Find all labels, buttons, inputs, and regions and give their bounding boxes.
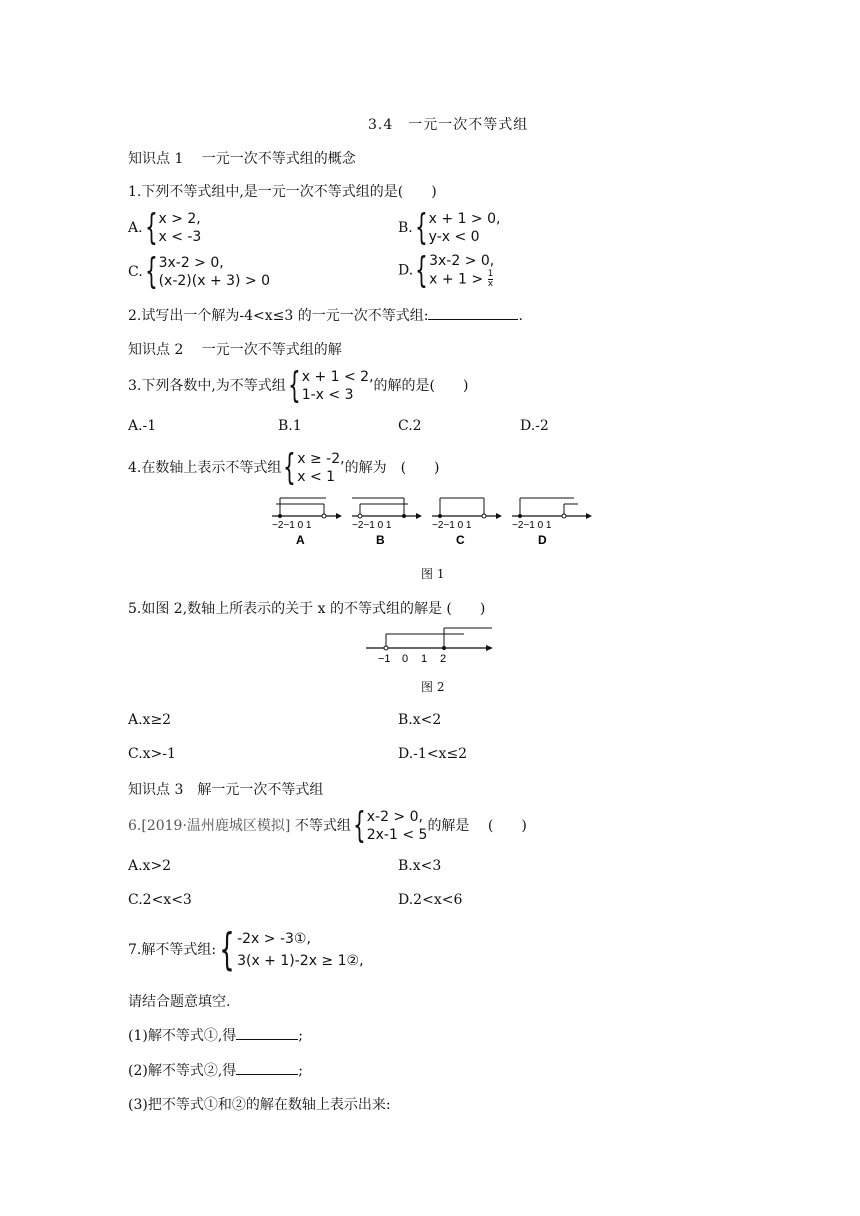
option-label: A.: [128, 220, 143, 236]
tick-labels: −2−1 0 1: [272, 520, 312, 531]
question-2: [128, 305, 523, 325]
number-line-b: [352, 498, 422, 547]
section-heading-1: 知识点 1 一元一次不等式组的概念: [128, 151, 356, 167]
question-7-part-3: (3)把不等式①和②的解在数轴上表示出来:: [128, 1097, 391, 1113]
question-6-option-b: B.x<3: [398, 858, 442, 874]
question-7-part-2: [128, 1060, 303, 1080]
tick-label: 0: [402, 653, 409, 665]
question-3-option-d: D.-2: [520, 418, 549, 434]
figure-2-number-line: [364, 624, 498, 666]
question-6-option-a: A.x>2: [128, 858, 172, 874]
option-label: C.: [128, 264, 143, 280]
question-3-option-b: B.1: [278, 418, 302, 434]
system-line-1: x > 2,: [158, 211, 201, 227]
question-6-option-c: C.2<x<3: [128, 892, 192, 908]
part-end: ;: [298, 1063, 303, 1079]
system-line-1: x ≥ -2,: [297, 451, 345, 467]
answer-blank[interactable]: [428, 305, 518, 320]
section-heading-3: 知识点 3 解一元一次不等式组: [128, 782, 324, 798]
option-label-d: D: [538, 533, 547, 547]
option-label-a: A: [296, 533, 305, 547]
system-line-2: [429, 270, 494, 289]
tick-labels: −2−1 0 1: [512, 520, 552, 531]
figure-2-caption: 图 2: [421, 680, 445, 694]
tick-labels: −2−1 0 1: [432, 520, 472, 531]
stem-text: 的解的是( ): [373, 378, 469, 394]
question-7-stem: 7.解不等式组: { -2x > -3①, 3(x + 1)-2x ≥ 1②,: [128, 924, 364, 975]
fraction-denominator: x: [487, 279, 494, 289]
option-label-b: B: [376, 533, 385, 547]
stem-text: 不等式组: [294, 818, 351, 834]
number-line-d: [512, 498, 592, 547]
question-5-option-c: C.x>-1: [128, 746, 176, 762]
system-line-1: x + 1 > 0,: [428, 211, 501, 227]
option-label: D.: [398, 262, 414, 279]
question-7-part-1: [128, 1025, 303, 1045]
figure-1-number-lines: [268, 492, 598, 548]
system-line-1: x-2 > 0,: [366, 809, 423, 825]
system-line-2: (x-2)(x + 3) > 0: [158, 273, 271, 289]
system-line-2: 1-x < 3: [301, 387, 354, 403]
system-line-1: 3x-2 > 0,: [158, 255, 224, 271]
question-1-option-d: D. { 3x-2 > 0, x + 1 > $\frac{1}{x}$: [398, 249, 495, 291]
tick-label: 2: [440, 653, 447, 665]
stem-text: 的解为 ( ): [344, 460, 440, 476]
system-line-2-text: x + 1 >: [429, 271, 484, 288]
stem-text: 7.解不等式组:: [128, 942, 217, 958]
question-5-stem: 5.如图 2,数轴上所表示的关于 x 的不等式组的解是 ( ): [128, 601, 486, 617]
figure-1-caption: 图 1: [421, 567, 445, 581]
part-text: (1)解不等式①,得: [128, 1028, 237, 1044]
tick-labels: −2−1 0 1: [352, 520, 392, 531]
tick-label: 1: [421, 653, 428, 665]
question-6-stem: 6.[2019·温州鹿城区模拟] 不等式组 { x-2 > 0, 2x-1 < 5 的解是 ( ): [128, 805, 527, 846]
answer-blank[interactable]: [236, 1025, 298, 1040]
system-line-2: 3(x + 1)-2x ≥ 1②,: [237, 953, 364, 969]
system-line-2: x < 1: [297, 469, 336, 485]
question-3-option-c: C.2: [398, 418, 422, 434]
tick-label: −1: [378, 653, 391, 665]
question-1-option-c: C. { 3x-2 > 0, (x-2)(x + 3) > 0: [128, 251, 271, 292]
answer-blank[interactable]: [236, 1060, 298, 1075]
option-label-c: C: [456, 533, 465, 547]
question-3-stem: 3.下列各数中,为不等式组 { x + 1 < 2, 1-x < 3 的解的是( ): [128, 365, 469, 406]
system-line-2: 2x-1 < 5: [366, 827, 428, 843]
question-2-end: .: [518, 308, 523, 324]
question-3-option-a: A.-1: [128, 418, 157, 434]
question-1-option-b: B. { x + 1 > 0, y-x < 0: [398, 207, 501, 248]
number-line-a: [272, 498, 342, 547]
system-line-2: x < -3: [158, 229, 202, 245]
stem-text: 的解是 ( ): [427, 818, 527, 834]
question-1-stem: 1.下列不等式组中,是一元一次不等式组的是( ): [128, 184, 437, 200]
stem-text: 4.在数轴上表示不等式组: [128, 460, 282, 476]
question-source: 6.[2019·温州鹿城区模拟]: [128, 818, 291, 834]
number-line-c: [432, 498, 502, 547]
question-4-stem: 4.在数轴上表示不等式组 { x ≥ -2, x < 1 的解为 ( ): [128, 447, 440, 488]
system-line-1: x + 1 < 2,: [301, 369, 374, 385]
system-line-2: y-x < 0: [428, 229, 480, 245]
question-7-prompt: 请结合题意填空.: [128, 994, 231, 1010]
option-label: B.: [398, 220, 413, 236]
question-5-option-d: D.-1<x≤2: [398, 746, 468, 762]
question-5-option-a: A.x≥2: [128, 712, 172, 728]
page-title: 3.4 一元一次不等式组: [368, 117, 529, 133]
system-line-1: -2x > -3①,: [237, 931, 311, 947]
fraction-numerator: 1: [487, 269, 494, 279]
part-end: ;: [298, 1028, 303, 1044]
part-text: (2)解不等式②,得: [128, 1063, 237, 1079]
question-5-option-b: B.x<2: [398, 712, 442, 728]
section-heading-2: 知识点 2 一元一次不等式组的解: [128, 342, 342, 358]
question-6-option-d: D.2<x<6: [398, 892, 463, 908]
system-line-1: 3x-2 > 0,: [429, 253, 495, 269]
stem-text: 3.下列各数中,为不等式组: [128, 378, 286, 394]
question-1-option-a: A. { x > 2, x < -3: [128, 207, 202, 248]
question-2-stem: 2.试写出一个解为-4<x≤3 的一元一次不等式组:: [128, 308, 429, 324]
